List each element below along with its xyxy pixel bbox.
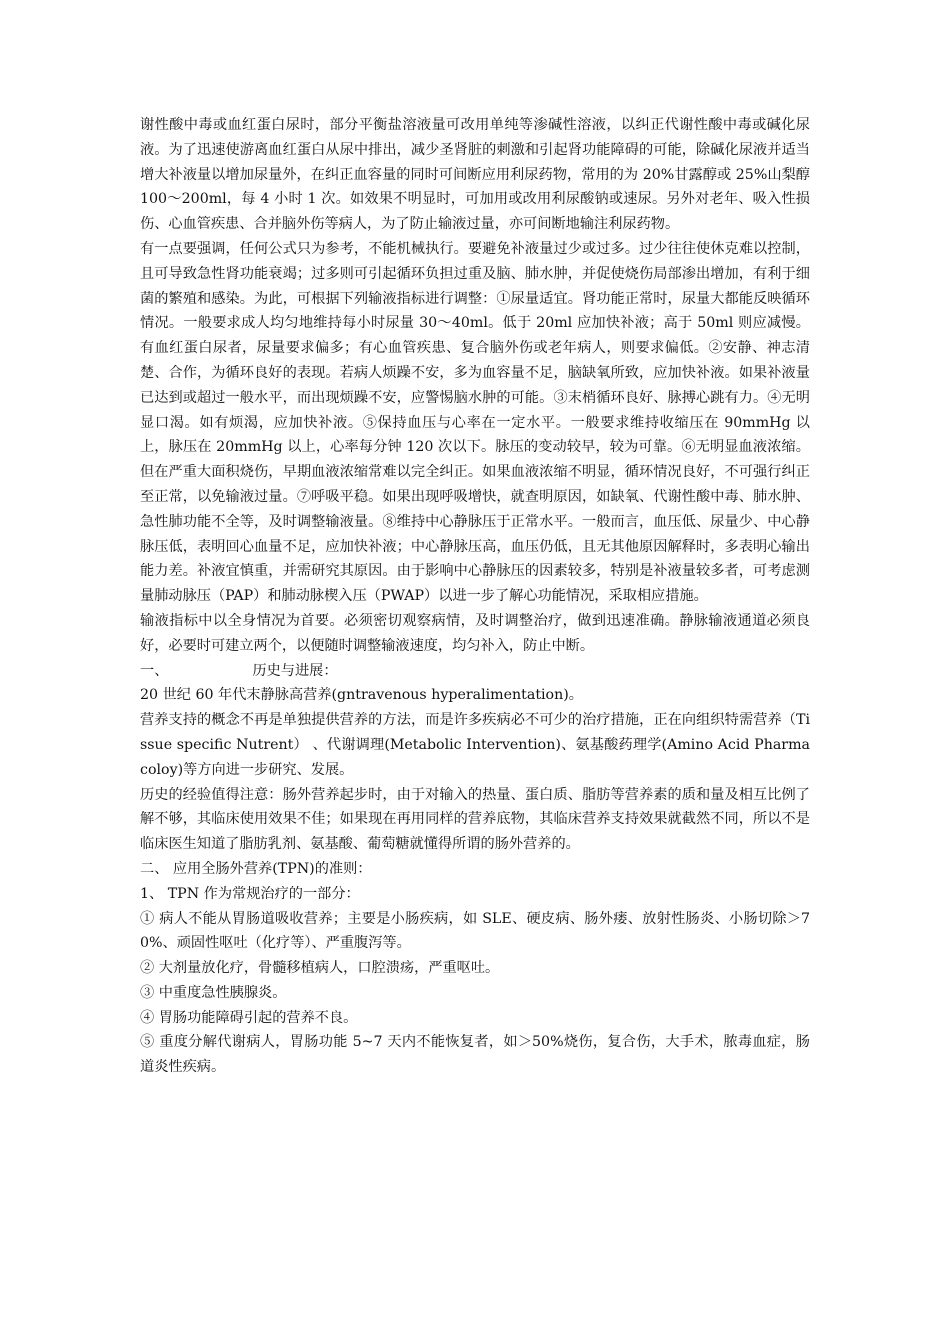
paragraph-history-1960s: 20 世纪 60 年代末静脉高营养(gntravenous hyperalimentation)。 <box>140 687 583 704</box>
paragraph-general-condition: 输液指标中以全身情况为首要。必须密切观察病情，及时调整治疗，做到迅速准确。静脉输液通道必须良好，必要时可建立两个，以便随时调整输液速度，均匀补入，防止中断。 <box>140 612 810 654</box>
paragraph-infusion-indicators: 有一点要强调，任何公式只为参考，不能机械执行。要避免补液量过少或过多。过少往往使休克难以控制，且可导致急性肾功能衰竭；过多则可引起循环负担过重及脑、肺水肿，并促使烧伤局部渗出增加，有利于细菌的繁殖和感染。为此，可根据下列输液指标进行调整：①尿量适宜。肾功能正常时，尿量大都能反映循环情况。一般要求成人均匀地维持每小时尿量 30～40ml。低于 20ml 应加快补液；高于 50ml 则应减慢。有血红蛋白尿者，尿量要求偏多；有心血管疾患、复合脑外伤或老年病人，则要求偏低。②安静、神志清楚、合作，为循环良好的表现。若病人烦躁不安，多为血容量不足，脑缺氧所致，应加快补液。如果补液量已达到或超过一般水平，而出现烦躁不安，应警惕脑水肿的可能。③末梢循环良好、脉搏心跳有力。④无明显口渴。如有烦渴，应加快补液。⑤保持血压与心率在一定水平。一般要求维持收缩压在 90mmHg 以上，脉压在 20mmHg 以上，心率每分钟 120 次以下。脉压的变动较早，较为可靠。⑥无明显血液浓缩。但在严重大面积烧伤，早期血液浓缩常难以完全纠正。如果血液浓缩不明显，循环情况良好，不可强行纠正至正常，以免输液过量。⑦呼吸平稳。如果出现呼吸增快，就查明原因，如缺氧、代谢性酸中毒、肺水肿、急性肺功能不全等，及时调整输液量。⑧维持中心静脉压于正常水平。一般而言，血压低、尿量少、中心静脉压低，表明回心血量不足，应加快补液；中心静脉压高，血压仍低，且无其他原因解释时，多表明心输出能力差。补液宜慎重，并需研究其原因。由于影响中心静脉压的因素较多，特别是补液量较多者，可考虑测量肺动脉压（PAP）和肺动脉楔入压（PWAP）以进一步了解心功能情况，采取相应措施。 <box>140 240 810 605</box>
subsection-heading-tpn-routine: 1、 TPN 作为常规治疗的一部分： <box>140 885 360 902</box>
section-title: 历史与进展： <box>252 662 338 679</box>
list-item: ② 大剂量放化疗，骨髓移植病人，口腔溃疡，严重呕吐。 <box>140 960 500 977</box>
paragraph-nutrition-concept: 营养支持的概念不再是单独提供营养的方法，而是许多疾病必不可少的治疗措施，正在向组织特需营养（Tissue specific Nutrent） 、代谢调理(Metabolic Intervention)、氨基酸药理学(Amino Acid Pharmacoloy)等方向进一步研究、发展。 <box>140 712 810 778</box>
section-heading-tpn-criteria: 二、 应用全肠外营养(TPN)的准则： <box>140 860 372 877</box>
section-heading-history <box>140 659 810 684</box>
paragraph-diuresis: 谢性酸中毒或血红蛋白尿时，部分平衡盐溶液量可改用单纯等渗碱性溶液，以纠正代谢性酸中毒或碱化尿液。为了迅速使游离血红蛋白从尿中排出，减少圣肾脏的刺激和引起肾功能障碍的可能，除碱化尿液并适当增大补液量以增加尿量外，在纠正血容量的同时可间断应用利尿药物，常用的为 20%甘露醇或 25%山梨醇 100～200ml，每 4 小时 1 次。如效果不明显时，可加用或改用利尿酸钠或速尿。另外对老年、吸入性损伤、心血管疾患、合并脑外伤等病人，为了防止输液过量，亦可间断地输注利尿药物。 <box>140 117 810 233</box>
paragraph-history-lesson: 历史的经验值得注意：肠外营养起步时，由于对输入的热量、蛋白质、脂肪等营养素的质和量及相互比例了解不够，其临床使用效果不佳；如果现在再用同样的营养底物，其临床营养支持效果就截然不同，所以不是临床医生知道了脂肪乳剂、氨基酸、葡萄糖就懂得所谓的肠外营养的。 <box>140 786 810 853</box>
list-item: ③ 中重度急性胰腺炎。 <box>140 984 287 1001</box>
section-number: 一、 <box>140 662 169 679</box>
list-item: ⑤ 重度分解代谢病人，胃肠功能 5~7 天内不能恢复者，如＞50%烧伤，复合伤，大手术，脓毒血症，肠道炎性疾病。 <box>140 1034 810 1076</box>
list-item: ① 病人不能从胃肠道吸收营养；主要是小肠疾病，如 SLE、硬皮病、肠外瘘、放射性肠炎、小肠切除＞70%、顽固性呕吐（化疗等）、严重腹泻等。 <box>140 910 810 952</box>
list-item: ④ 胃肠功能障碍引起的营养不良。 <box>140 1009 358 1026</box>
